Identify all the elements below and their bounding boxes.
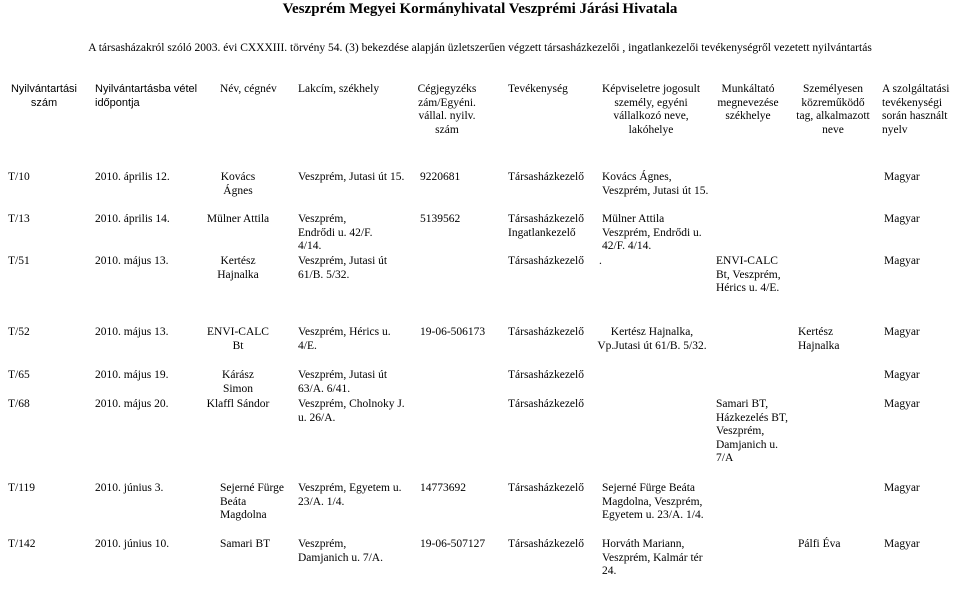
cell-idopont: 2010. június 3. [95, 482, 164, 494]
cell-szam: T/65 [8, 369, 30, 381]
cell-munkaltato: ENVI-CALC Bt, Veszprém, Hérics u. 4/E. [716, 255, 781, 295]
cell-tevekenyseg: Társasházkezelő [508, 398, 584, 410]
cell-szam: T/13 [8, 213, 30, 225]
document-title: Veszprém Megyei Kormányhivatal Veszprémi Járási Hivatala [282, 1, 678, 17]
cell-idopont: 2010. május 13. [95, 326, 169, 338]
cell-idopont: 2010. május 20. [95, 398, 169, 410]
cell-nev: Sejerné Fürge Beáta Magdolna [220, 482, 284, 522]
header-szemelyesen: Személyesen közreműködő tag, alkalmazott neve [796, 83, 870, 136]
cell-nyelv: Magyar [884, 538, 920, 550]
cell-munkaltato: Samari BT, Házkezelés BT, Veszprém, Damjanich u. 7/A [716, 398, 788, 465]
cell-idopont: 2010. május 19. [95, 369, 169, 381]
cell-tevekenyseg: Társasházkezelő [508, 482, 584, 494]
cell-nyelv: Magyar [884, 326, 920, 338]
cell-nev: Klaffl Sándor [206, 398, 270, 410]
cell-lakcim: Veszprém, Egyetem u. 23/A. 1/4. [298, 482, 402, 508]
cell-lakcim: Veszprém, Endrődi u. 42/F. 4/14. [298, 213, 373, 253]
cell-kepviselet: Kovács Ágnes, Veszprém, Jutasi út 15. [602, 171, 709, 197]
cell-cegjegyzek: 5139562 [420, 213, 461, 225]
cell-lakcim: Veszprém, Hérics u. 4/E. [298, 326, 391, 352]
cell-nev: Kertész Hajnalka [217, 255, 259, 281]
cell-lakcim: Veszprém, Cholnoky J. u. 26/A. [298, 398, 405, 424]
cell-szam: T/119 [8, 482, 36, 494]
cell-nev: Mülner Attila [206, 213, 270, 225]
cell-tevekenyseg: Társasházkezelő [508, 369, 584, 381]
cell-tevekenyseg: Társasházkezelő Ingatlankezelő [508, 213, 584, 239]
cell-szam: T/10 [8, 171, 30, 183]
cell-tevekenyseg: Társasházkezelő [508, 326, 584, 338]
cell-nev: Kovács Ágnes [220, 171, 256, 197]
cell-nyelv: Magyar [884, 482, 920, 494]
cell-szemelyesen: Kertész Hajnalka [798, 326, 840, 352]
document-subtitle: A társasházakról szóló 2003. évi CXXXIII. törvény 54. (3) bekezdése alapján üzletszerűen végzett társasházkezelői , ingatlankezelői tevékenységről vezetett nyilvántartás [88, 42, 872, 54]
cell-lakcim: Veszprém, Jutasi út 15. [298, 171, 405, 183]
header-nyelv: A szolgáltatási tevékenységi során használt nyelv [882, 83, 950, 136]
cell-nev: ENVI-CALC Bt [207, 326, 269, 352]
cell-lakcim: Veszprém, Jutasi út 63/A. 6/41. [298, 369, 388, 395]
cell-szam: T/142 [8, 538, 36, 550]
cell-kepviselet: . [599, 255, 602, 267]
cell-kepviselet: Mülner Attila Veszprém, Endrődi u. 42/F. 4/14. [602, 213, 702, 253]
header-tevekenyseg: Tevékenység [508, 83, 568, 95]
header-nev-cegnev: Név, cégnév [220, 83, 277, 95]
cell-tevekenyseg: Társasházkezelő [508, 171, 584, 183]
header-kepviselet: Képviseletre jogosult személy, egyéni vállalkozó neve, lakóhelye [601, 83, 701, 136]
cell-szemelyesen: Pálfi Éva [798, 538, 841, 550]
cell-szam: T/51 [8, 255, 30, 267]
cell-lakcim: Veszprém, Jutasi út 61/B. 5/32. [298, 255, 388, 281]
cell-nyelv: Magyar [884, 398, 920, 410]
cell-idopont: 2010. május 13. [95, 255, 169, 267]
cell-lakcim: Veszprém, Damjanich u. 7/A. [298, 538, 383, 564]
cell-nyelv: Magyar [884, 255, 920, 267]
header-lakcim-szekhely: Lakcím, székhely [298, 83, 380, 95]
cell-nev: Kárász Simon [222, 369, 254, 395]
cell-szam: T/52 [8, 326, 30, 338]
cell-cegjegyzek: 19-06-507127 [420, 538, 486, 550]
cell-cegjegyzek: 19-06-506173 [420, 326, 486, 338]
header-cegjegyzekszam: Cégjegyzékszám/Egyéni.vállal. nyilv. szám [417, 83, 477, 136]
cell-idopont: 2010. április 12. [95, 171, 170, 183]
header-munkaltato: Munkáltató megnevezése székhelye [717, 83, 779, 123]
cell-nev: Samari BT [220, 538, 271, 550]
cell-tevekenyseg: Társasházkezelő [508, 255, 584, 267]
cell-kepviselet: Sejerné Fürge Beáta Magdolna, Veszprém, Egyetem u. 23/A. 1/4. [602, 482, 704, 522]
cell-cegjegyzek: 14773692 [420, 482, 466, 494]
header-nyilvantartasba-vetel: Nyilvántartásba vétel időpontja [95, 83, 198, 109]
cell-idopont: 2010. április 14. [95, 213, 170, 225]
cell-tevekenyseg: Társasházkezelő [508, 538, 584, 550]
cell-cegjegyzek: 9220681 [420, 171, 461, 183]
header-nyilvantartasi-szam: Nyilvántartási szám [10, 83, 78, 109]
cell-kepviselet: Kertész Hajnalka, Vp.Jutasi út 61/B. 5/32. [597, 326, 707, 352]
cell-kepviselet: Horváth Mariann, Veszprém, Kalmár tér 24. [602, 538, 703, 578]
cell-nyelv: Magyar [884, 213, 920, 225]
cell-nyelv: Magyar [884, 171, 920, 183]
cell-idopont: 2010. június 10. [95, 538, 170, 550]
cell-szam: T/68 [8, 398, 30, 410]
cell-nyelv: Magyar [884, 369, 920, 381]
